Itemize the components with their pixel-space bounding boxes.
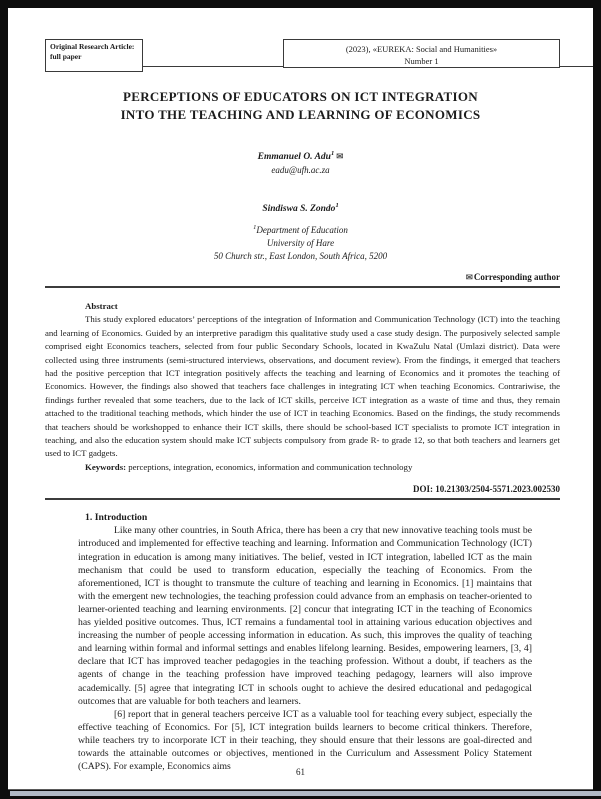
- affiliation-line1: $^1$Department of Education: [253, 224, 348, 235]
- author-1: [8, 150, 593, 164]
- page-number: 61: [296, 767, 305, 777]
- introduction-section: [78, 511, 532, 783]
- keywords-line: [45, 461, 560, 474]
- affiliation-line2: University of Hare: [266, 238, 335, 248]
- abstract-heading: Abstract: [85, 301, 118, 311]
- author-1-affiliation-mark: 1: [330, 149, 335, 157]
- page-header: [45, 39, 560, 72]
- section-heading-introduction: 1. Introduction: [85, 512, 148, 524]
- keywords-list: perceptions, integration, economics, information and communication technology: [126, 461, 413, 472]
- author-1-email: eadu@ufh.ac.za: [271, 165, 330, 175]
- doi-line: DOI: 10.21303/2504-5571.2023.002530: [413, 484, 560, 495]
- journal-box: [283, 39, 560, 68]
- affiliation-block: [8, 224, 593, 263]
- paper-title-line1: PERCEPTIONS OF EDUCATORS ON ICT INTEGRATION: [123, 89, 478, 104]
- paper-page: [8, 8, 593, 790]
- abstract-body: This study explored educators’ perceptions of the integration of Information and Communication Technology (ICT) into the teaching and learning of Economics. Guided by an interpretive paradigm this qualitative study used a case study design. The purposively selected sample comprised eight Economics teachers, selected from four public Secondary Schools, located in KwaZulu Natal (Umlazi district). Data were collected using three instruments (semi-structured interviews, observations, and document review). From the findings, it emerged that teachers had the positive perception that ICT integration positively affects the teaching and learning of Economics and it promotes the teaching of Economics. However, the findings also showed that teachers face challenges in integrating ICT when teaching Economics. Contrariwise, the findings further revealed that some teachers, due to the lack of ICT skills, perceive ICT integration as a waste of time and thus, they remain attached to the traditional teaching methods, which hinder the use of ICT in teaching Economics. Based on the findings, the study recommends that teachers should be workshopped to enhance their ICT skills, there should be school-based ICT specialists to promote ICT integration in teaching, and also the education system should make ICT subjects compulsory from grade R- to grade 12, so that both teachers and learners get used to ICT gadgets.: [45, 314, 560, 459]
- divider-rule-doi: [45, 498, 560, 500]
- article-type-line2: full paper: [50, 52, 82, 62]
- journal-issue: Number 1: [404, 56, 439, 67]
- affiliation-line3: 50 Church str., East London, South Africa, 5200: [213, 251, 388, 261]
- affiliation-mark: 1: [253, 224, 257, 231]
- header-rule-left: [143, 66, 283, 67]
- envelope-icon: ✉: [336, 151, 344, 161]
- article-type-line1: Original Research Article:: [50, 42, 135, 51]
- author-2-name: Sindiswa S. Zondo: [262, 204, 336, 214]
- corresponding-author-note: [8, 271, 560, 283]
- bottom-edge-strip: [10, 791, 601, 796]
- envelope-icon: ✉: [465, 272, 473, 282]
- author-2: [8, 203, 593, 216]
- header-rule-right: [560, 66, 593, 67]
- divider-rule-top: [45, 286, 560, 288]
- article-type-box: [45, 39, 143, 72]
- author-2-affiliation-mark: 1: [335, 201, 339, 209]
- author-1-name: Emmanuel O. Adu: [257, 152, 331, 162]
- intro-paragraph-2: [6] report that in general teachers perceive ICT as a valuable tool for teaching every subject, especially the effective teaching of Economics. For [5], ICT integration builds learners to become critical thinkers. Therefore, while teachers try to incorporate ICT in their teaching, they should ensure that their lessons are goal-directed and towards the attainable outcomes or objectives, mentioned in the Curriculum and Assessment Policy Statement (CAPS). For example, Economics aims: [78, 708, 532, 773]
- intro-paragraph-1: Like many other countries, in South Africa, there has been a cry that new innovative teaching tools must be introduced and implemented for effective teaching and learning. Information and Communication Technology (ICT) integration in education is among many initiatives. The belief, vested in ICT integration, labelled ICT as the main mechanism that could be used to transform education, especially the teaching of Economics. From the aforementioned, ICT is thought to transmute the culture of teaching and learning in Economics. [1] maintains that with the emergent new technologies, the teaching profession could advance from an emphasis on teacher-oriented to learner-oriented teaching and learning environments. [2] concur that integrating ICT in the teaching of Economics has yielded positive outcomes. Thus, ICT remains a fundamental tool in attaining various education objectives and increasing the number of people accessing information in education. As such, this improves the quality of teaching and learning within formal and informal settings and enables lifelong learning. Besides, empowering learners, [3, 4] declare that ICT has improved teacher pedagogies in the teaching profession. Without a doubt, if teachers as the agents of change in the teaching profession have improved teaching pedagogy, learners will also improve academically. [5] agree that integrating ICT in schools ought to achieve the desired educational and pedagogical outcomes that are valuable for both teachers and learners.: [78, 525, 532, 707]
- abstract-section: [45, 300, 560, 474]
- paper-title-line2: INTO THE TEACHING AND LEARNING OF ECONOMICS: [120, 107, 481, 122]
- keywords-label: Keywords:: [85, 461, 127, 472]
- corresponding-author-label: Corresponding author: [473, 272, 560, 282]
- journal-name: (2023), «EUREKA: Social and Humanities»: [345, 44, 498, 54]
- paper-title: [38, 88, 563, 124]
